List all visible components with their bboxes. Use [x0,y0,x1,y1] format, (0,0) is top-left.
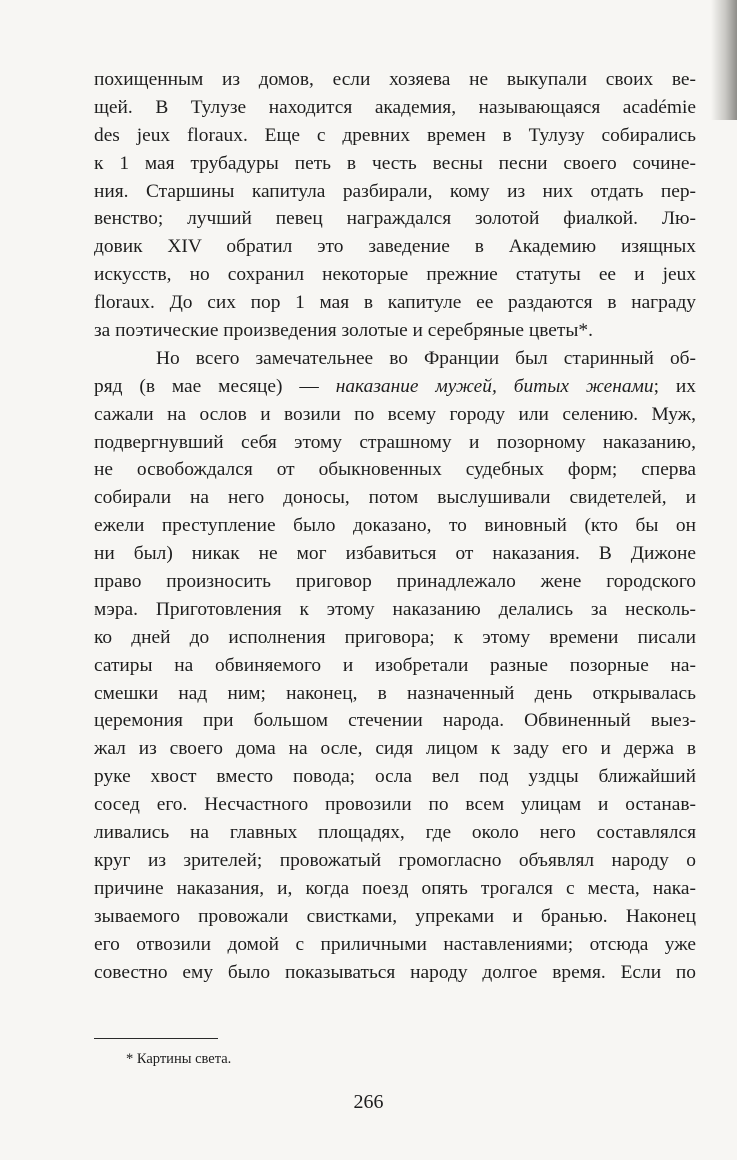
text-line: право произносить приговор принадлежало жене городского [94,571,696,593]
text-line [94,373,696,401]
text-line: Но всего замечательнее во Франции был старинный об- [156,347,696,369]
text-line: причине наказания, и, когда поезд опять трогался с места, нака- [94,877,696,899]
text-line: похищенным из домов, если хозяева не выкупали своих ве- [94,69,696,90]
text-line: венство; лучший певец награждался золотой фиалкой. Лю- [94,208,696,230]
text-line: сатиры на обвиняемого и изобретали разные позорные на- [94,654,696,676]
text-line: жал из своего дома на осле, сидя лицом к заду его и держа в [94,738,696,760]
text-line: floraux. До сих пор 1 мая в капитуле ее раздаются в награду [94,292,696,314]
footnote: * Картины света. [126,1051,232,1067]
text-line: ежели преступление было доказано, то виновный (кто бы он [94,515,696,537]
text-line: не освобождался от обыкновенных судебных форм; сперва [94,459,696,481]
text-segment: ряд (в мае месяце) — [94,375,336,397]
text-line: искусств, но сохранил некоторые прежние статуты ее и jeux [94,264,696,286]
text-line: руке хвост вместо повода; осла вел под уздцы ближайший [94,766,696,788]
body-text [94,66,696,986]
text-line: ния. Старшины капитула разбирали, кому из них отдать пер- [94,180,696,202]
page-edge-shadow [711,0,737,120]
text-segment: ; их [653,375,696,397]
text-line: за поэтические произведения золотые и серебряные цветы*. [94,320,593,342]
text-line: щей. В Тулузе находится академия, называющаяся académie [94,96,696,118]
text-line: мэра. Приготовления к этому наказанию делались за несколь- [94,598,696,620]
italic-phrase: наказание мужей, битых женами [335,375,654,397]
text-line: подвергнувший себя этому страшному и позорному наказанию, [94,431,696,453]
text-line: церемония при большом стечении народа. Обвиненный выез- [94,710,696,732]
text-line: круг из зрителей; провожатый громогласно объявлял народу о [94,849,696,871]
text-line: сажали на ослов и возили по всему городу или селению. Муж, [94,403,696,425]
text-line: зываемого провожали свистками, упреками и бранью. Наконец [94,905,696,927]
text-line: des jeux floraux. Еще с древних времен в Тулузу собирались [94,124,696,146]
text-line: ливались на главных площадях, где около него составлялся [94,822,696,844]
footnote-divider [94,1038,218,1039]
page-number: 266 [353,1091,384,1113]
text-line: сосед его. Несчастного провозили по всем улицам и останав- [94,794,696,816]
text-line: ко дней до исполнения приговора; к этому времени писали [94,626,696,648]
text-line: совестно ему было показываться народу долгое время. Если по [94,961,696,983]
text-line: к 1 мая трубадуры петь в честь весны песни своего сочине- [94,152,696,174]
text-line: смешки над ним; наконец, в назначенный день открывалась [94,682,696,704]
text-line: ни был) никак не мог избавиться от наказания. В Дижоне [94,543,696,565]
text-line: собирали на него доносы, потом выслушивали свидетелей, и [94,487,696,509]
text-line: его отвозили домой с приличными наставлениями; отсюда уже [94,933,696,955]
text-line: довик XIV обратил это заведение в Академию изящных [94,236,696,258]
